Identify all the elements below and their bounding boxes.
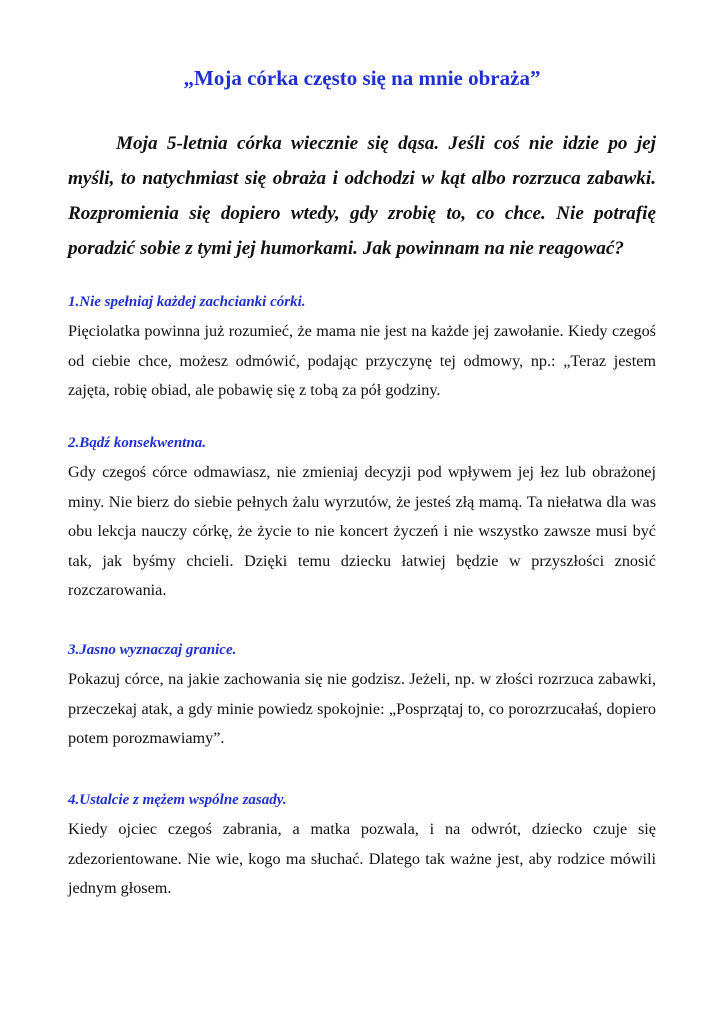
section-heading: 2.Bądź konsekwentna.: [68, 435, 206, 451]
section-1: [68, 292, 656, 406]
section-heading: 3.Jasno wyznaczaj granice.: [68, 642, 237, 658]
section-body: Pokazuj córce, na jakie zachowania się nie godzisz. Jeżeli, np. w złości rozrzuca zabawki, przeczekaj atak, a gdy minie powiedz spokojnie: „Posprzątaj to, co porozrzucałaś, dopiero potem porozmawiamy”.: [68, 670, 656, 747]
section-2: [68, 433, 656, 606]
section-3: [68, 640, 656, 754]
section-body: Gdy czegoś córce odmawiasz, nie zmieniaj decyzji pod wpływem jej łez lub obrażonej miny. Nie bierz do siebie pełnych żalu wyrzutów, że jesteś złą mamą. Ta niełatwa dla was obu lekcja nauczy córkę, że życie to nie koncert życzeń i nie wszystko zawsze musi być tak, jak byśmy chcieli. Dzięki temu dziecku łatwiej będzie w przyszłości znosić rozczarowania.: [68, 463, 656, 599]
document-title: „Moja córka często się na mnie obraża”: [183, 66, 541, 90]
intro-question: Moja 5-letnia córka wiecznie się dąsa. Jeśli coś nie idzie po jej myśli, to natychmiast się obraża i odchodzi w kąt albo rozrzuca zabawki. Rozpromienia się dopiero wtedy, gdy zrobię to, co chce. Nie potrafię poradzić sobie z tymi jej humorkami. Jak powinnam na nie reagować?: [68, 133, 656, 259]
section-body: Kiedy ojciec czegoś zabrania, a matka pozwala, i na odwrót, dziecko czuje się zdezorientowane. Nie wie, kogo ma słuchać. Dlatego tak ważne jest, aby rodzice mówili jednym głosem.: [68, 820, 656, 897]
section-4: [68, 790, 656, 904]
section-body: Pięciolatka powinna już rozumieć, że mama nie jest na każde jej zawołanie. Kiedy czegoś od ciebie chce, możesz odmówić, podając przyczynę tej odmowy, np.: „Teraz jestem zajęta, robię obiad, ale pobawię się z tobą za pół godziny.: [68, 322, 656, 399]
section-heading: 1.Nie spełniaj każdej zachcianki córki.: [68, 294, 306, 310]
section-heading: 4.Ustalcie z mężem wspólne zasady.: [68, 792, 287, 808]
